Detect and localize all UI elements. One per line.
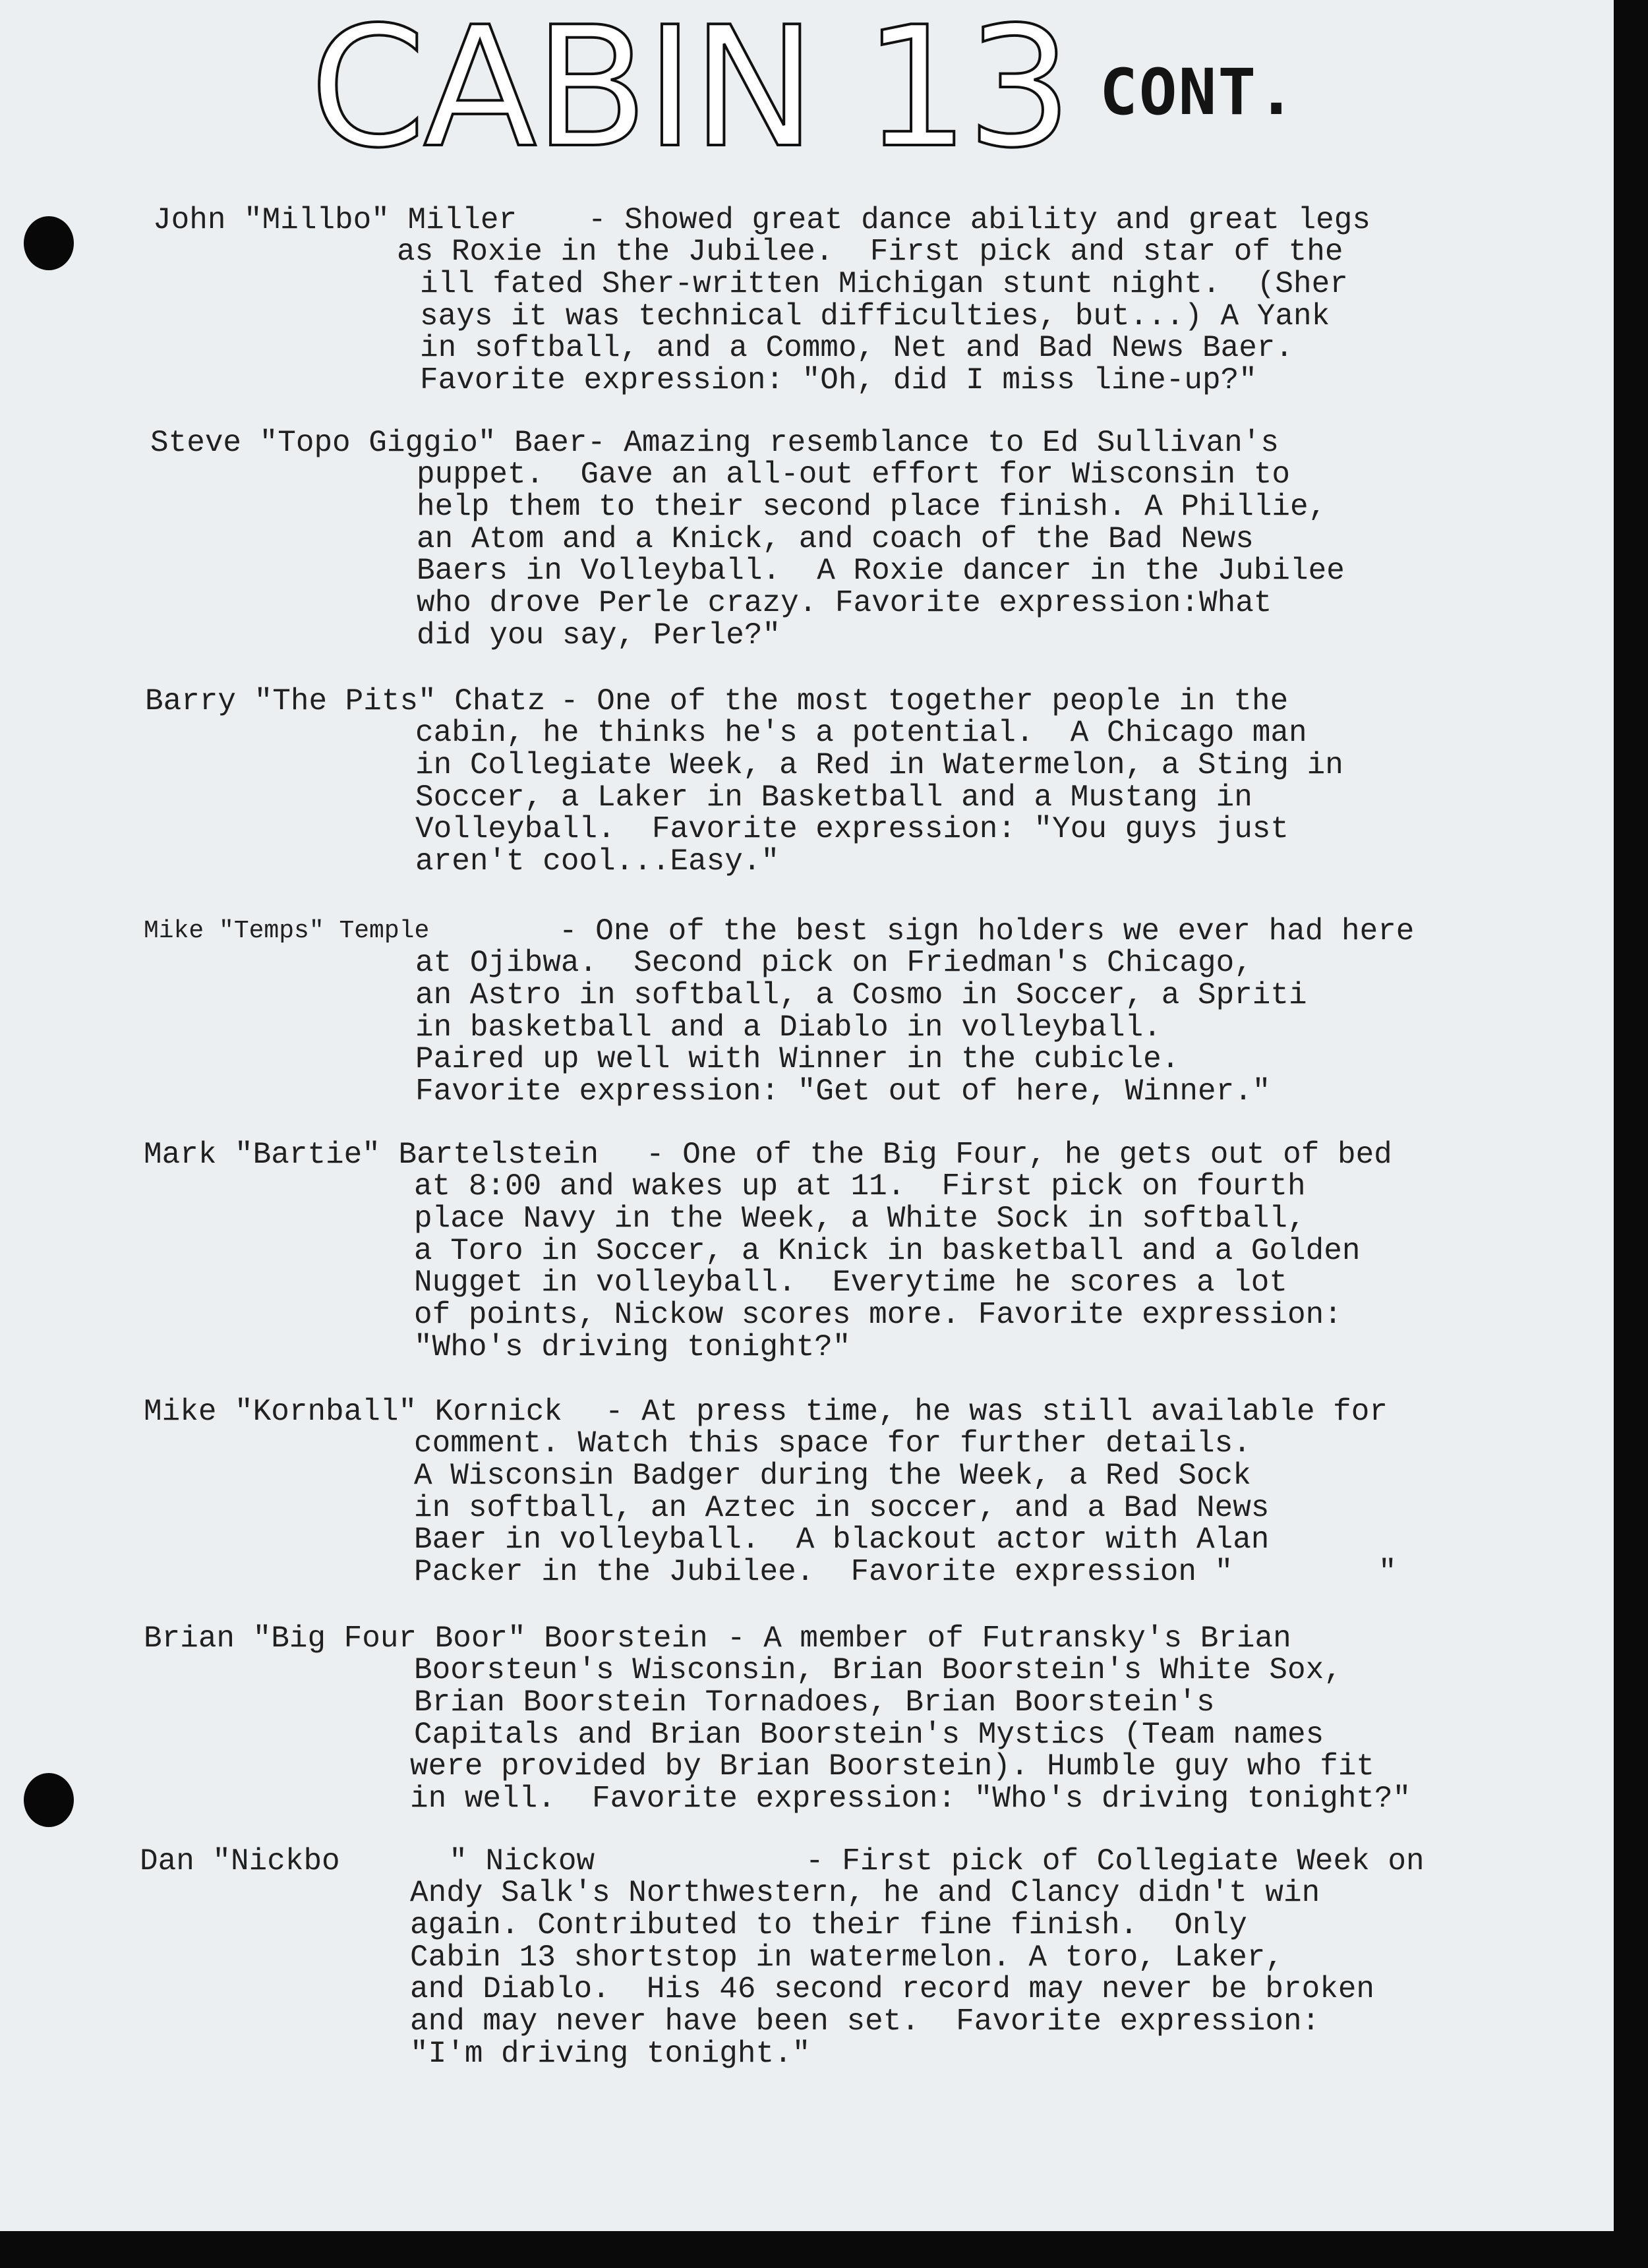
entry-line: in Collegiate Week, a Red in Watermelon, a Sting in: [415, 748, 1343, 782]
entry-line: again. Contributed to their fine finish. Only: [410, 1908, 1247, 1942]
entry-name: Mark "Bartie" Bartelstein: [144, 1138, 599, 1172]
entry-line: and Diablo. His 46 second record may never be broken: [410, 1972, 1375, 2006]
entry-name: Steve "Topo Giggio" Baer: [150, 426, 587, 460]
entry-line: - One of the most together people in the: [560, 684, 1289, 718]
punch-hole: [24, 1773, 74, 1827]
entry-name: Barry "The Pits" Chatz: [145, 684, 546, 718]
entry-line: Favorite expression: "Oh, did I miss line-up?": [420, 363, 1257, 397]
entry-line: Capitals and Brian Boorstein's Mystics (Team names: [414, 1718, 1324, 1752]
entry-line: in softball, and a Commo, Net and Bad News Baer.: [420, 331, 1294, 365]
entry-line: - A member of Futransky's Brian: [727, 1621, 1291, 1656]
entry-line: "I'm driving tonight.": [410, 2037, 811, 2071]
entry-line: - One of the Big Four, he gets out of bed: [646, 1138, 1392, 1172]
entry-line: Nugget in volleyball. Everytime he scores a lot: [414, 1265, 1288, 1300]
entry-line: Soccer, a Laker in Basketball and a Mustang in: [415, 780, 1252, 815]
entry-line: Baer in volleyball. A blackout actor with Alan: [414, 1523, 1270, 1557]
punch-hole: [24, 216, 74, 270]
entry-line: says it was technical difficulties, but...) A Yank: [420, 299, 1330, 334]
entry-line: - Showed great dance ability and great legs: [588, 203, 1370, 237]
entry-line: Boorsteun's Wisconsin, Brian Boorstein's White Sox,: [414, 1653, 1342, 1687]
entry-line: a Toro in Soccer, a Knick in basketball and a Golden: [414, 1234, 1361, 1268]
entry-line: Cabin 13 shortstop in watermelon. A toro, Laker,: [410, 1940, 1284, 1975]
entry-line: aren't cool...Easy.": [415, 844, 780, 879]
entry-line: - First pick of Collegiate Week on: [806, 1844, 1425, 1878]
entry-name: John "Millbo" Miller: [153, 203, 517, 237]
entry-line: cabin, he thinks he's a potential. A Chicago man: [415, 716, 1307, 750]
entry-line: who drove Perle crazy. Favorite expression:What: [417, 586, 1272, 620]
entry-line: and may never have been set. Favorite expression:: [410, 2004, 1320, 2039]
entry-line: Andy Salk's Northwestern, he and Clancy didn't win: [410, 1876, 1320, 1910]
entry-line: at 8:00 and wakes up at 11. First pick on fourth: [414, 1169, 1306, 1204]
entry-line: "Who's driving tonight?": [414, 1330, 851, 1364]
page-subtitle: CONT.: [1100, 55, 1297, 129]
page-title: CABIN 13: [310, 0, 1070, 185]
entry-line: in softball, an Aztec in soccer, and a Bad News: [414, 1491, 1270, 1525]
entry-line: in basketball and a Diablo in volleyball.: [415, 1010, 1162, 1045]
entry-line: ill fated Sher-written Michigan stunt night. (Sher: [420, 267, 1348, 301]
entry-line: Volleyball. Favorite expression: "You guys just: [415, 812, 1289, 846]
entry-line: as Roxie in the Jubilee. First pick and star of the: [397, 235, 1343, 269]
entry-line: puppet. Gave an all-out effort for Wisconsin to: [417, 457, 1291, 492]
entry-line: - At press time, he was still available for: [605, 1395, 1388, 1429]
entry-line: were provided by Brian Boorstein). Humble guy who fit: [410, 1749, 1375, 1784]
entry-name: Mike "Kornball" Kornick: [144, 1395, 562, 1429]
entry-line: Baers in Volleyball. A Roxie dancer in the Jubilee: [417, 554, 1345, 588]
entry-line: at Ojibwa. Second pick on Friedman's Chicago,: [415, 946, 1252, 980]
entry-line: Brian Boorstein Tornadoes, Brian Boorstein's: [414, 1685, 1215, 1720]
entry-line: an Astro in softball, a Cosmo in Soccer, a Spriti: [415, 978, 1307, 1012]
entry-line: - One of the best sign holders we ever had here: [559, 914, 1415, 948]
entry-line: place Navy in the Week, a White Sock in softball,: [414, 1202, 1306, 1236]
entry-name: Dan "Nickbo " Nickow: [140, 1846, 595, 1878]
entry-line: Packer in the Jubilee. Favorite expression " ": [414, 1555, 1397, 1589]
entry-line: comment. Watch this space for further details.: [414, 1426, 1251, 1461]
entry-line: did you say, Perle?": [417, 618, 781, 653]
entry-line: help them to their second place finish. A Phillie,: [417, 490, 1327, 524]
entry-line: - Amazing resemblance to Ed Sullivan's: [587, 426, 1279, 460]
entry-line: Paired up well with Winner in the cubicle.: [415, 1042, 1180, 1076]
entry-name: Mike "Temps" Temple: [144, 917, 430, 945]
entry-name: Brian "Big Four Boor" Boorstein: [144, 1621, 708, 1656]
entry-line: of points, Nickow scores more. Favorite expression:: [414, 1298, 1342, 1332]
entry-line: Favorite expression: "Get out of here, Winner.": [415, 1074, 1271, 1109]
entry-line: in well. Favorite expression: "Who's driving tonight?": [410, 1782, 1411, 1816]
entry-line: A Wisconsin Badger during the Week, a Red Sock: [414, 1459, 1251, 1493]
entry-line: an Atom and a Knick, and coach of the Bad News: [417, 522, 1254, 556]
